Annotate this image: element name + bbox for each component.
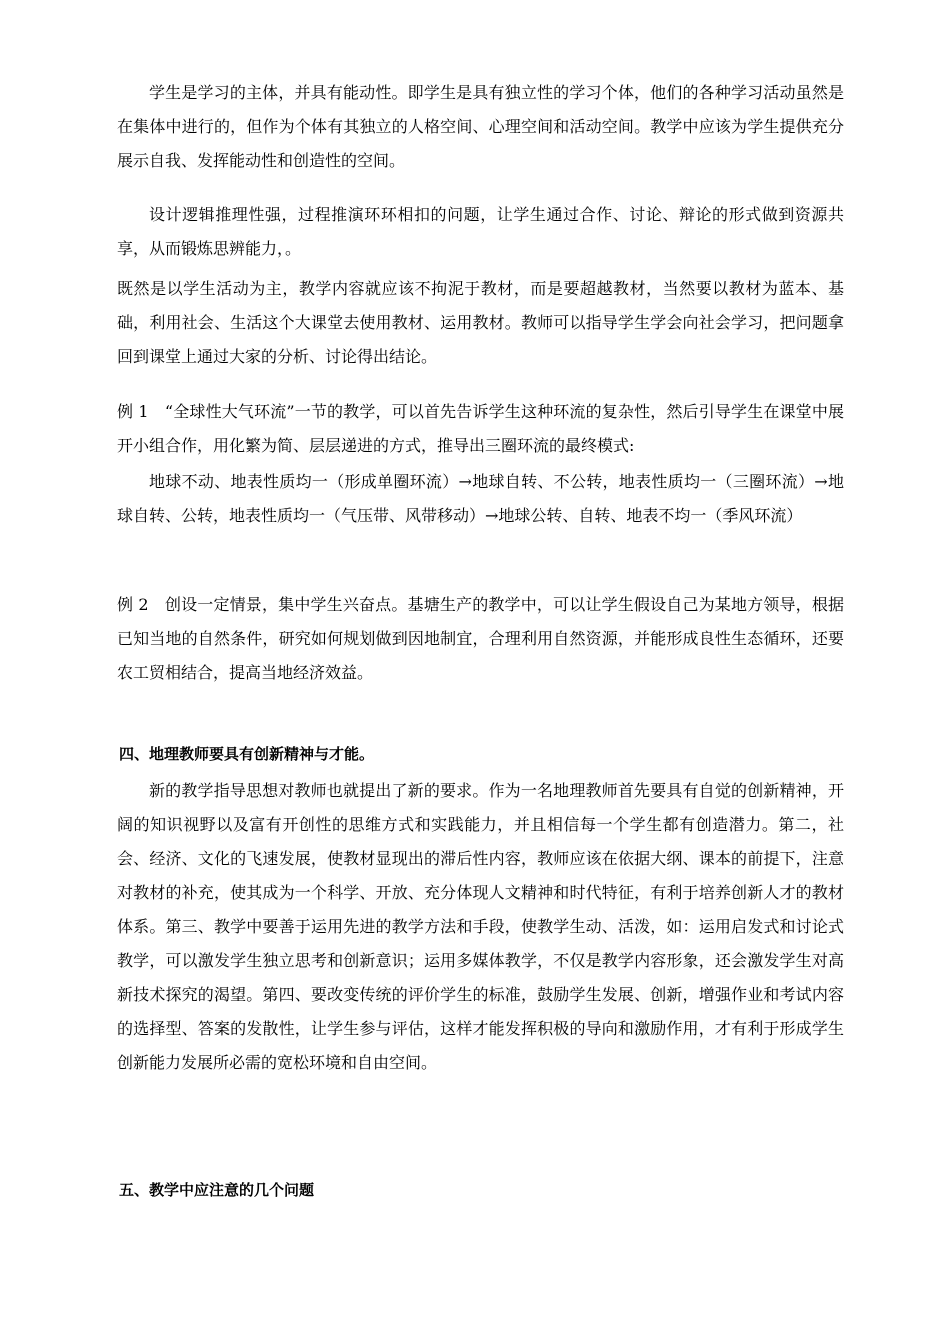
paragraph-logic-problems: 设计逻辑推理性强，过程推演环环相扣的问题，让学生通过合作、讨论、辩论的形式做到资源共享，从而锻炼思辨能力，。 (117, 205, 844, 258)
paragraph-student-subject: 学生是学习的主体，并具有能动性。即学生是具有独立性的学习个体，他们的各种学习活动虽然是在集体中进行的，但作为个体有其独立的人格空间、心理空间和活动空间。教学中应该为学生提供充分展示自我、发挥能动性和创造性的空间。 (117, 83, 844, 170)
paragraph-beyond-textbook: 既然是以学生活动为主，教学内容就应该不拘泥于教材，而是要超越教材，当然要以教材为蓝本、基础，利用社会、生活这个大课堂去使用教材、运用教材。教师可以指导学生学会向社会学习，把问题拿回到课堂上通过大家的分析、讨论得出结论。 (117, 279, 844, 366)
heading-section-five: 五、教学中应注意的几个问题 (119, 1181, 315, 1199)
paragraph-example-2: 例 2 创设一定情景，集中学生兴奋点。基塘生产的教学中，可以让学生假设自己为某地方领导，根据已知当地的自然条件，研究如何规划做到因地制宜，合理利用自然资源，并能形成良性生态循环，还要农工贸相结合，提高当地经济效益。 (117, 595, 844, 682)
paragraph-circulation-steps: 地球不动、地表性质均一（形成单圈环流）→地球自转、不公转，地表性质均一（三圈环流）→地球自转、公转，地表性质均一（气压带、风带移动）→地球公转、自转、地表不均一（季风环流） (117, 472, 844, 525)
paragraph-example-1: 例 1 “全球性大气环流”一节的教学，可以首先告诉学生这种环流的复杂性，然后引导学生在课堂中展开小组合作，用化繁为简、层层递进的方式，推导出三圈环流的最终模式: (117, 402, 844, 455)
heading-section-four: 四、地理教师要具有创新精神与才能。 (119, 745, 375, 763)
paragraph-teacher-innovation: 新的教学指导思想对教师也就提出了新的要求。作为一名地理教师首先要具有自觉的创新精神，开阔的知识视野以及富有开创性的思维方式和实践能力，并且相信每一个学生都有创造潜力。第二，社会、经济、文化的飞速发展，使教材显现出的滞后性内容，教师应该在依据大纲、课本的前提下，注意对教材的补充，使其成为一个科学、开放、充分体现人文精神和时代特征，有利于培养创新人才的教材体系。第三、教学中要善于运用先进的教学方法和手段，使教学生动、活泼，如：运用启发式和讨论式教学，可以激发学生独立思考和创新意识；运用多媒体教学，不仅是教学内容形象，还会激发学生对高新技术探究的渴望。第四、要改变传统的评价学生的标准，鼓励学生发展、创新，增强作业和考试内容的选择型、答案的发散性，让学生参与评估，这样才能发挥积极的导向和激励作用，才有利于形成学生创新能力发展所必需的宽松环境和自由空间。 (117, 781, 844, 1072)
